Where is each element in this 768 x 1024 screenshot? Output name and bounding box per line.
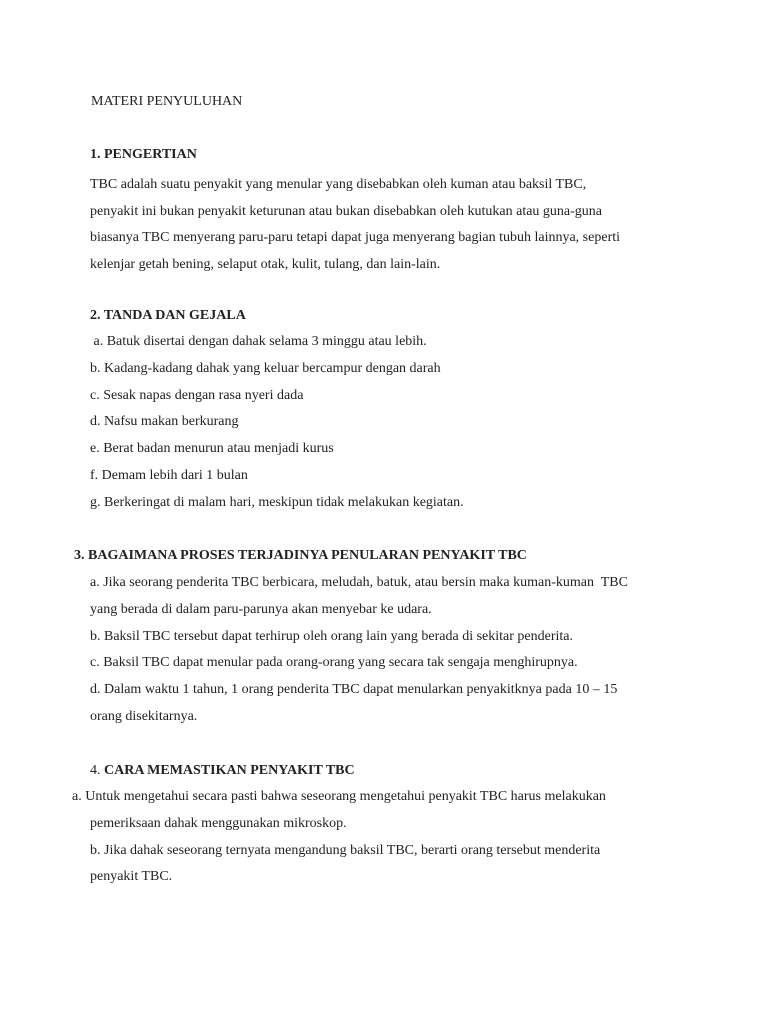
list-item: f. Demam lebih dari 1 bulan <box>90 467 248 483</box>
list-item: d. Nafsu makan berkurang <box>90 414 239 430</box>
list-item: g. Berkeringat di malam hari, meskipun tidak melakukan kegiatan. <box>90 494 464 510</box>
section-4-heading <box>90 762 355 780</box>
list-line: c. Baksil TBC dapat menular pada orang-orang yang secara tak sengaja menghirupnya. <box>90 655 578 671</box>
list-line: yang berada di dalam paru-parunya akan menyebar ke udara. <box>90 601 432 617</box>
list-line: orang disekitarnya. <box>90 708 198 724</box>
list-item: a. Batuk disertai dengan dahak selama 3 minggu atau lebih. <box>90 334 427 349</box>
section-1-paragraph <box>90 172 690 278</box>
paragraph-line: biasanya TBC menyerang paru-paru tetapi dapat juga menyerang bagian tubuh lainnya, seperti <box>90 230 621 245</box>
section-2-heading: 2. TANDA DAN GEJALA <box>90 308 246 323</box>
section-4-number: 4. <box>90 763 101 778</box>
section-3-heading: 3. BAGAIMANA PROSES TERJADINYA PENULARAN PENYAKIT TBC <box>74 548 527 563</box>
document-title: MATERI PENYULUHAN <box>91 94 243 109</box>
list-line: b. Baksil TBC tersebut dapat terhirup oleh orang lain yang berada di sekitar penderita. <box>90 628 573 644</box>
section-2-list <box>90 333 464 521</box>
paragraph-line: penyakit ini bukan penyakit keturunan atau bukan disebabkan oleh kutukan atau guna-guna <box>90 203 603 219</box>
section-1-heading: 1. PENGERTIAN <box>90 147 197 162</box>
list-line: a. Jika seorang penderita TBC berbicara, meludah, batuk, atau bersin maka kuman-kuman TBC <box>90 575 628 590</box>
section-4-title: CARA MEMASTIKAN PENYAKIT TBC <box>104 763 355 778</box>
list-line: a. Untuk mengetahui secara pasti bahwa seseorang mengetahui penyakit TBC harus melakukan <box>72 789 606 804</box>
list-item: c. Sesak napas dengan rasa nyeri dada <box>90 387 304 403</box>
list-line: penyakit TBC. <box>90 869 173 885</box>
section-4-list <box>72 788 606 895</box>
section-3-list <box>90 574 628 735</box>
list-item: b. Kadang-kadang dahak yang keluar bercampur dengan darah <box>90 360 441 376</box>
list-line: d. Dalam waktu 1 tahun, 1 orang penderita TBC dapat menularkan penyakitknya pada 10 – 15 <box>90 682 618 698</box>
list-line: b. Jika dahak seseorang ternyata mengandung baksil TBC, berarti orang tersebut menderita <box>90 842 601 858</box>
paragraph-line: kelenjar getah bening, selaput otak, kulit, tulang, dan lain-lain. <box>90 256 441 272</box>
list-line: pemeriksaan dahak menggunakan mikroskop. <box>90 815 347 831</box>
list-item: e. Berat badan menurun atau menjadi kurus <box>90 441 334 457</box>
paragraph-line: TBC adalah suatu penyakit yang menular yang disebabkan oleh kuman atau baksil TBC, <box>90 177 587 192</box>
